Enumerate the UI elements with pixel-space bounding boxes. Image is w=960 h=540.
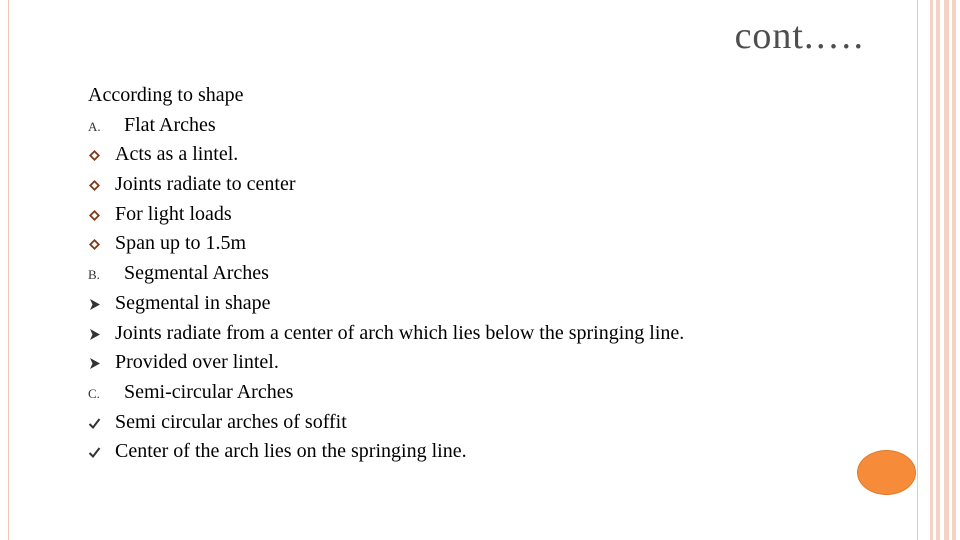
list-item-text: Flat Arches (124, 113, 216, 136)
slide-title: cont.…. (734, 15, 864, 57)
list-item-text: Segmental in shape (115, 291, 271, 314)
arrowhead-bullet-icon (88, 348, 112, 378)
list-item (88, 437, 888, 467)
list-item (88, 140, 888, 170)
list-item-text: Joints radiate to center (115, 173, 296, 196)
list-item (88, 348, 888, 378)
list-item (88, 200, 888, 230)
orange-circle-decoration (857, 450, 916, 495)
decorative-stripe (944, 0, 949, 540)
diamond-bullet-icon (88, 229, 112, 259)
list-item-text: Joints radiate from a center of arch which lies below the springing line. (115, 321, 685, 344)
arrowhead-bullet-icon (88, 289, 112, 319)
decorative-stripe (952, 0, 956, 540)
diamond-bullet-icon (88, 170, 112, 200)
list-item (88, 229, 888, 259)
list-item (88, 170, 888, 200)
list-item (88, 111, 888, 141)
list-item-text: Provided over lintel. (115, 351, 279, 374)
slide-body (88, 81, 888, 467)
list-item (88, 289, 888, 319)
diamond-bullet-icon (88, 200, 112, 230)
list-item (88, 319, 888, 349)
arrowhead-bullet-icon (88, 319, 112, 349)
decorative-stripe (930, 0, 933, 540)
list-item (88, 408, 888, 438)
list-item-text: Semi-circular Arches (124, 380, 294, 403)
checkmark-bullet-icon (88, 408, 112, 438)
list-marker: C. (88, 385, 100, 401)
list-marker: A. (88, 118, 101, 134)
list-item-text: Semi circular arches of soffit (115, 410, 347, 433)
section-heading: According to shape (88, 84, 244, 106)
list-item (88, 259, 888, 289)
decorative-stripe (936, 0, 940, 540)
list-item-text: Acts as a lintel. (115, 143, 239, 166)
list-item-text: Span up to 1.5m (115, 232, 247, 255)
list-item-text: Center of the arch lies on the springing line. (115, 440, 467, 463)
diamond-bullet-icon (88, 140, 112, 170)
list-item-text: For light loads (115, 202, 232, 225)
list-item (88, 378, 888, 408)
list-item-text: Segmental Arches (124, 262, 269, 285)
checkmark-bullet-icon (88, 437, 112, 467)
list-marker: B. (88, 267, 100, 283)
